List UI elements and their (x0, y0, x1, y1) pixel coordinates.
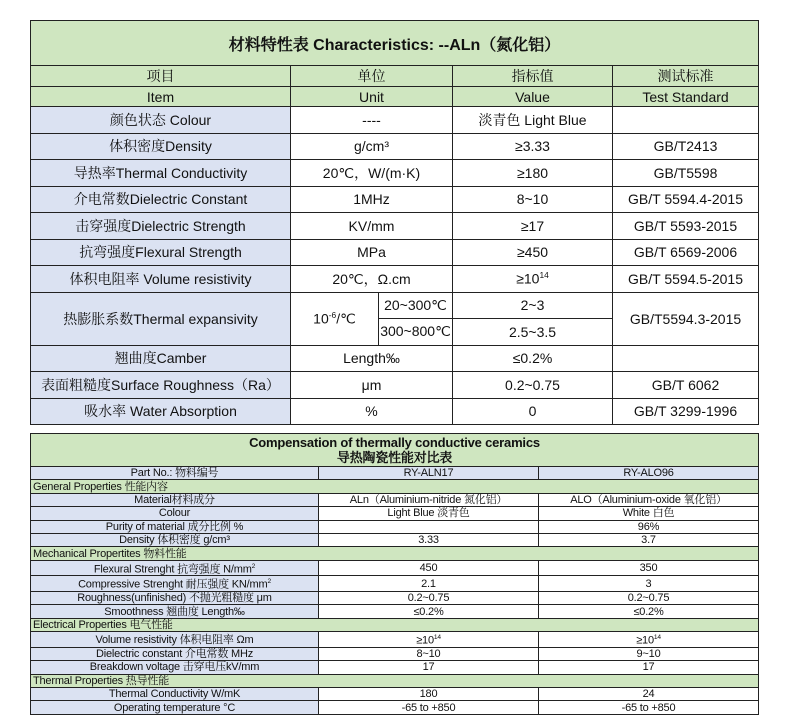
value-cell (453, 345, 613, 372)
alo96-value-cell (539, 520, 759, 533)
superscript: 14 (653, 634, 661, 642)
cell-text: Colour (158, 507, 191, 520)
alo96-value-cell (539, 560, 759, 576)
cell-text: Material材料成分 (134, 493, 215, 506)
table-row (31, 266, 759, 293)
property-cell (31, 576, 319, 592)
aln17-value-cell (319, 576, 539, 592)
alo96-value-cell (539, 688, 759, 701)
table-row (31, 701, 759, 714)
table-row (31, 605, 759, 618)
unit-cell (291, 186, 453, 213)
cell-text: 450 (419, 562, 438, 575)
item-cell: 颜色状态 Colour (31, 107, 291, 134)
cell-text: ALO（Aluminium-oxide 氧化铝） (570, 493, 727, 506)
cell-text: ≥10 (516, 271, 540, 288)
cell-text: -65 to +850 (621, 701, 676, 714)
standard-cell: GB/T 5593-2015 (613, 213, 759, 240)
cell-text: KV/mm (348, 217, 395, 234)
cell-text: ALn（Aluminium-nitride 氮化铝） (349, 493, 508, 506)
header-item-en: Item (31, 87, 291, 107)
superscript: -6 (328, 309, 337, 320)
table-row (31, 345, 759, 372)
cell-text: 96% (637, 520, 660, 533)
superscript: 2 (251, 562, 256, 570)
standard-cell: GB/T 6569-2006 (613, 239, 759, 266)
alo96-value-cell (539, 605, 759, 618)
aln17-value-cell (319, 701, 539, 714)
value-cell (453, 239, 613, 266)
aln17-value-cell (319, 647, 539, 660)
item-cell: 击穿强度Dielectric Strength (31, 213, 291, 240)
standard-cell (613, 107, 759, 134)
cell-text: μm (361, 376, 382, 393)
cell-text: ---- (362, 111, 381, 128)
cell-text: ≥10 (416, 634, 434, 647)
temperature-range-cell: 20~300℃ (379, 292, 453, 319)
temperature-range-cell: 300~800℃ (379, 319, 453, 346)
standard-cell: GB/T 6062 (613, 372, 759, 399)
alo96-value-cell (539, 661, 759, 674)
property-cell (31, 701, 319, 714)
aln17-value-cell (319, 520, 539, 533)
item-cell: 介电常数Dielectric Constant (31, 186, 291, 213)
cell-text: ≤0.2% (633, 605, 664, 618)
table-row (31, 398, 759, 425)
standard-cell: GB/T 3299-1996 (613, 398, 759, 425)
header-standard-cn: 测试标准 (613, 66, 759, 87)
header-value-cn: 指标值 (453, 66, 613, 87)
cell-text: Thermal Conductivity W/mK (108, 688, 241, 701)
aln17-value-cell (319, 688, 539, 701)
cell-text-suffix: /℃ (336, 310, 356, 327)
cell-text: 1MHz (353, 191, 390, 208)
unit-cell (291, 213, 453, 240)
characteristics-table (30, 20, 759, 425)
table-row (31, 107, 759, 134)
value-cell (453, 107, 613, 134)
property-cell (31, 647, 319, 660)
property-cell (31, 560, 319, 576)
cell-text: 10 (313, 310, 329, 327)
item-cell: 热膨胀系数Thermal expansivity (31, 292, 291, 345)
section-title: General Properties 性能内容 (31, 480, 759, 493)
part-alo96: RY-ALO96 (539, 467, 759, 480)
table-row (31, 213, 759, 240)
unit-cell (291, 345, 453, 372)
table-row (31, 292, 759, 319)
section-row (31, 547, 759, 560)
table-row (31, 632, 759, 648)
table-title: 材料特性表 Characteristics: --ALn（氮化铝） (31, 21, 759, 66)
aln17-value-cell (319, 592, 539, 605)
cell-text: 0.2~0.75 (407, 592, 450, 605)
section-title: Mechanical Propertites 物料性能 (31, 547, 759, 560)
aln17-value-cell (319, 605, 539, 618)
value-cell (453, 372, 613, 399)
cell-text: g/cm³ (354, 138, 389, 155)
cell-text: ≥17 (520, 217, 545, 234)
cell-text: 180 (419, 688, 438, 701)
table-row (31, 520, 759, 533)
alo96-value-cell (539, 647, 759, 660)
unit-cell (291, 266, 453, 293)
part-no-label: Part No.: 物料编号 (31, 467, 319, 480)
table-row (31, 372, 759, 399)
table-row (31, 688, 759, 701)
aln17-value-cell (319, 661, 539, 674)
property-cell (31, 661, 319, 674)
unit-cell (291, 372, 453, 399)
cell-text: Operating temperature °C (113, 701, 236, 714)
table-row (31, 186, 759, 213)
alo96-value-cell (539, 533, 759, 546)
table-row (31, 592, 759, 605)
alo96-value-cell (539, 701, 759, 714)
alo96-value-cell (539, 632, 759, 648)
compensation-table (30, 433, 759, 715)
cell-text: 淡青色 Light Blue (478, 111, 587, 128)
cell-text: ≥180 (516, 164, 549, 181)
header-standard-en: Test Standard (613, 87, 759, 107)
property-cell (31, 592, 319, 605)
value-cell: 2~3 (453, 292, 613, 319)
cell-text: ≥450 (516, 244, 549, 261)
value-cell (453, 160, 613, 187)
cell-text: Light Blue 淡青色 (387, 507, 470, 520)
standard-cell: GB/T 5594.5-2015 (613, 266, 759, 293)
cell-text: 17 (642, 661, 655, 674)
unit-cell (291, 133, 453, 160)
table-row (31, 493, 759, 506)
cell-text: ≤0.2% (512, 350, 553, 367)
value-cell (453, 133, 613, 160)
section-row (31, 480, 759, 493)
aln17-value-cell (319, 632, 539, 648)
cell-text: ≤0.2% (413, 605, 444, 618)
superscript: 14 (433, 634, 441, 642)
cell-text: Compressive Strenght 耐压强度 KN/mm (78, 579, 268, 592)
cell-text: 24 (642, 688, 655, 701)
section-row (31, 618, 759, 631)
value-cell (453, 213, 613, 240)
cell-text: ≥10 (636, 634, 654, 647)
cell-text: 350 (639, 562, 658, 575)
header-value-en: Value (453, 87, 613, 107)
cell-text: ≥3.33 (515, 138, 550, 155)
cell-text: 3.7 (641, 534, 656, 547)
cell-text: Breakdown voltage 击穿电压kV/mm (89, 661, 260, 674)
cell-text: 0.2~0.75 (505, 376, 560, 393)
cell-text: 8~10 (416, 648, 441, 661)
unit-cell (291, 160, 453, 187)
item-cell: 体积电阻率 Volume resistivity (31, 266, 291, 293)
property-cell (31, 533, 319, 546)
unit-cell (291, 239, 453, 266)
cell-text: 20℃，W/(m·K) (322, 164, 421, 181)
cell-text: Volume resistivity 体积电阻率 Ωm (95, 633, 254, 646)
cell-text: 3.33 (418, 534, 439, 547)
standard-cell: GB/T2413 (613, 133, 759, 160)
item-cell: 抗弯强度Flexural Strength (31, 239, 291, 266)
cell-text: 9~10 (636, 648, 661, 661)
part-aln17: RY-ALN17 (319, 467, 539, 480)
aln17-value-cell (319, 560, 539, 576)
cell-text: % (365, 403, 378, 420)
property-cell (31, 507, 319, 520)
standard-cell: GB/T5594.3-2015 (613, 292, 759, 345)
cell-text: 8~10 (516, 191, 549, 208)
table-row (31, 647, 759, 660)
item-cell: 翘曲度Camber (31, 345, 291, 372)
unit-cell (291, 292, 379, 345)
cell-text: 3 (645, 577, 652, 590)
table-row (31, 533, 759, 546)
cell-text: 0.2~0.75 (627, 592, 670, 605)
alo96-value-cell (539, 507, 759, 520)
header-item-cn: 项目 (31, 66, 291, 87)
cell-text: Flexural Strenght 抗弯强度 N/mm (93, 563, 252, 576)
property-cell (31, 688, 319, 701)
unit-cell (291, 398, 453, 425)
cell-text: 0 (528, 403, 537, 420)
cell-text: White 白色 (622, 507, 675, 520)
table-row (31, 560, 759, 576)
header-unit-cn: 单位 (291, 66, 453, 87)
section-title: Thermal Properties 热导性能 (31, 674, 759, 687)
table-row (31, 133, 759, 160)
item-cell: 表面粗糙度Surface Roughness（Ra） (31, 372, 291, 399)
table-row (31, 239, 759, 266)
standard-cell: GB/T5598 (613, 160, 759, 187)
cell-text: Density 体积密度 g/cm³ (119, 534, 230, 547)
table-title (31, 434, 759, 467)
cell-text: Dielectric constant 介电常数 MHz (96, 648, 253, 661)
superscript: 2 (267, 578, 271, 586)
property-cell (31, 605, 319, 618)
cell-text: 2.1 (421, 577, 436, 590)
title-cn: 导热陶瓷性能对比表 (336, 450, 453, 465)
value-cell: 2.5~3.5 (453, 319, 613, 346)
aln17-value-cell (319, 533, 539, 546)
table-row (31, 160, 759, 187)
item-cell: 导热率Thermal Conductivity (31, 160, 291, 187)
cell-text: 20℃，Ω.cm (332, 270, 411, 287)
cell-text: 17 (422, 661, 435, 674)
value-cell (453, 186, 613, 213)
title-en: Compensation of thermally conductive ceramics (249, 435, 540, 450)
item-cell: 吸水率 Water Absorption (31, 398, 291, 425)
value-cell (453, 398, 613, 425)
cell-text: Length‰ (343, 350, 400, 367)
aln17-value-cell (319, 493, 539, 506)
standard-cell (613, 345, 759, 372)
value-cell (453, 266, 613, 293)
item-cell: 体积密度Density (31, 133, 291, 160)
aln17-value-cell (319, 507, 539, 520)
table-row (31, 576, 759, 592)
cell-text: Smoothness 翘曲度 Length‰ (104, 605, 245, 618)
cell-text: MPa (357, 244, 386, 261)
header-unit-en: Unit (291, 87, 453, 107)
section-row (31, 674, 759, 687)
alo96-value-cell (539, 576, 759, 592)
superscript: 14 (539, 270, 549, 281)
property-cell (31, 632, 319, 648)
cell-text: -65 to +850 (401, 701, 456, 714)
table-row (31, 507, 759, 520)
alo96-value-cell (539, 493, 759, 506)
property-cell (31, 493, 319, 506)
unit-cell (291, 107, 453, 134)
cell-text: Roughness(unfinished) 不抛光粗糙度 μm (77, 592, 272, 605)
cell-text: Purity of material 成分比例 % (105, 520, 244, 533)
property-cell (31, 520, 319, 533)
standard-cell: GB/T 5594.4-2015 (613, 186, 759, 213)
table-row (31, 661, 759, 674)
section-title: Electrical Properties 电气性能 (31, 618, 759, 631)
alo96-value-cell (539, 592, 759, 605)
